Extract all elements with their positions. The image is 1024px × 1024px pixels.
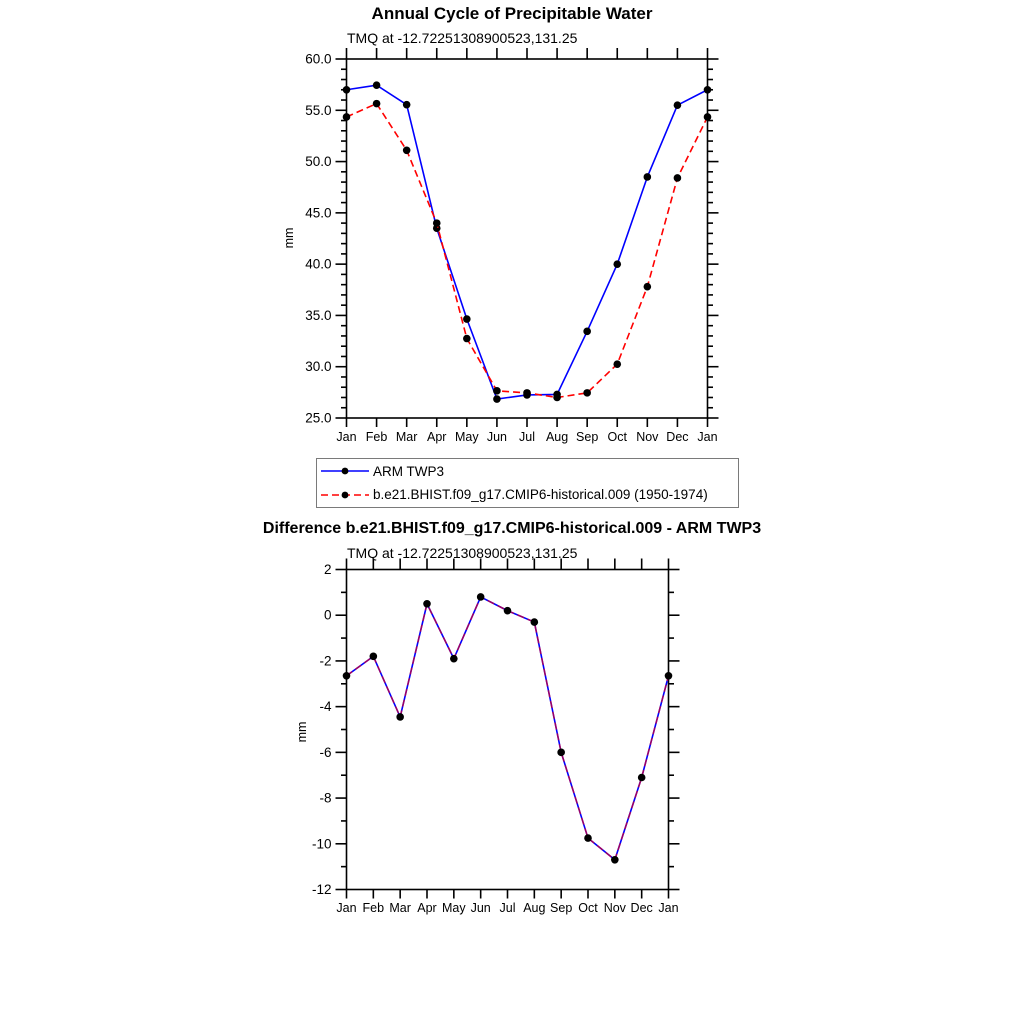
data-point-marker bbox=[373, 100, 381, 108]
data-point-marker bbox=[584, 834, 592, 842]
data-point-marker bbox=[423, 600, 431, 608]
y-tick-label: -12 bbox=[311, 882, 332, 897]
x-tick-label: Jun bbox=[486, 430, 507, 444]
y-tick-label: -10 bbox=[311, 836, 332, 852]
x-tick-label: Feb bbox=[362, 901, 385, 915]
bottom-chart-series-0-overlay bbox=[347, 597, 669, 860]
x-tick-label: Jul bbox=[499, 901, 516, 915]
data-point-marker bbox=[403, 146, 411, 154]
x-tick-label: Sep bbox=[576, 430, 599, 444]
x-tick-label: Nov bbox=[636, 430, 659, 444]
x-tick-label: Dec bbox=[666, 430, 689, 444]
top-chart-series-1-line bbox=[347, 104, 708, 398]
y-tick-label: 55.0 bbox=[305, 102, 332, 118]
top-chart-subtitle: TMQ at -12.72251308900523,131.25 bbox=[347, 30, 578, 46]
data-point-marker bbox=[674, 174, 682, 182]
y-tick-label: -8 bbox=[319, 790, 332, 806]
data-point-marker bbox=[674, 101, 682, 109]
data-point-marker bbox=[583, 328, 591, 336]
top-chart-title: Annual Cycle of Precipitable Water bbox=[371, 4, 653, 23]
x-tick-label: Nov bbox=[603, 901, 626, 915]
x-tick-label: May bbox=[442, 901, 466, 915]
y-tick-label: 25.0 bbox=[305, 410, 332, 426]
data-point-marker bbox=[477, 593, 485, 601]
x-tick-label: Jan bbox=[336, 901, 357, 915]
x-tick-label: Jan bbox=[697, 430, 718, 444]
data-point-marker bbox=[373, 81, 381, 89]
data-point-marker bbox=[370, 653, 378, 661]
data-point-marker bbox=[433, 219, 441, 227]
y-tick-label: 0 bbox=[323, 607, 332, 623]
data-point-marker bbox=[704, 113, 712, 121]
data-point-marker bbox=[493, 395, 501, 403]
y-tick-label: 60.0 bbox=[305, 51, 332, 67]
data-point-marker bbox=[523, 389, 531, 397]
y-tick-label: 2 bbox=[323, 562, 332, 577]
legend-item-obs bbox=[317, 460, 738, 482]
data-point-marker bbox=[403, 101, 411, 109]
data-point-marker bbox=[396, 713, 404, 721]
data-point-marker bbox=[553, 394, 561, 402]
data-point-marker bbox=[463, 315, 471, 323]
data-point-marker bbox=[638, 774, 646, 782]
bottom-chart-plot bbox=[312, 559, 680, 916]
data-point-marker bbox=[493, 387, 501, 395]
data-point-marker bbox=[343, 672, 351, 680]
data-point-marker bbox=[583, 389, 591, 397]
data-point-marker bbox=[343, 113, 351, 121]
x-tick-label: Mar bbox=[395, 430, 418, 444]
top-chart-series-0-line bbox=[347, 85, 708, 399]
data-point-marker bbox=[343, 86, 351, 94]
data-point-marker bbox=[665, 672, 673, 680]
data-point-marker bbox=[531, 618, 539, 626]
x-tick-label: Feb bbox=[365, 430, 388, 444]
data-point-marker bbox=[504, 607, 512, 615]
bottom-chart-subtitle: TMQ at -12.72251308900523,131.25 bbox=[347, 545, 578, 561]
x-tick-label: Jul bbox=[519, 430, 535, 444]
data-point-marker bbox=[463, 335, 471, 343]
obs-line-sample-icon bbox=[319, 465, 371, 477]
top-chart-y-axis-label: mm bbox=[282, 227, 296, 249]
y-tick-label: -2 bbox=[319, 653, 332, 669]
data-point-marker bbox=[450, 655, 458, 663]
legend-item-model bbox=[317, 484, 738, 506]
x-tick-label: Mar bbox=[389, 901, 411, 915]
axis-frame bbox=[347, 59, 708, 418]
data-point-marker bbox=[611, 856, 619, 864]
x-tick-label: Aug bbox=[545, 430, 569, 444]
x-tick-label: Oct bbox=[607, 430, 627, 444]
model-line-sample-icon bbox=[319, 489, 371, 501]
x-tick-label: Dec bbox=[630, 901, 653, 915]
x-tick-label: Aug bbox=[523, 901, 546, 915]
x-tick-label: Jan bbox=[658, 901, 679, 915]
legend-label-model: b.e21.BHIST.f09_g17.CMIP6-historical.009 (1950-1974) bbox=[373, 487, 708, 503]
bottom-chart-title: Difference b.e21.BHIST.f09_g17.CMIP6-historical.009 - ARM TWP3 bbox=[262, 520, 762, 537]
y-tick-label: 40.0 bbox=[305, 256, 332, 272]
y-tick-label: 30.0 bbox=[305, 359, 332, 375]
top-chart-plot bbox=[305, 48, 718, 444]
x-tick-label: Apr bbox=[417, 901, 437, 915]
data-point-marker bbox=[644, 173, 652, 181]
x-tick-label: Sep bbox=[550, 901, 573, 915]
data-point-marker bbox=[613, 360, 621, 368]
x-tick-label: Apr bbox=[427, 430, 447, 444]
x-tick-label: Jun bbox=[470, 901, 491, 915]
y-tick-label: 35.0 bbox=[305, 307, 332, 323]
x-tick-label: Oct bbox=[578, 901, 598, 915]
data-point-marker bbox=[644, 283, 652, 291]
legend bbox=[316, 458, 739, 508]
y-tick-label: 45.0 bbox=[305, 205, 332, 221]
data-point-marker bbox=[557, 749, 565, 757]
data-point-marker bbox=[613, 260, 621, 268]
bottom-chart-series-0-line bbox=[347, 597, 669, 860]
y-tick-label: 50.0 bbox=[305, 154, 332, 170]
y-tick-label: -6 bbox=[319, 744, 332, 760]
data-point-marker bbox=[704, 86, 712, 94]
legend-label-obs: ARM TWP3 bbox=[373, 463, 445, 479]
bottom-chart-y-axis-label: mm bbox=[295, 721, 309, 743]
x-tick-label: Jan bbox=[336, 430, 357, 444]
y-tick-label: -4 bbox=[319, 699, 332, 715]
x-tick-label: May bbox=[455, 430, 479, 444]
